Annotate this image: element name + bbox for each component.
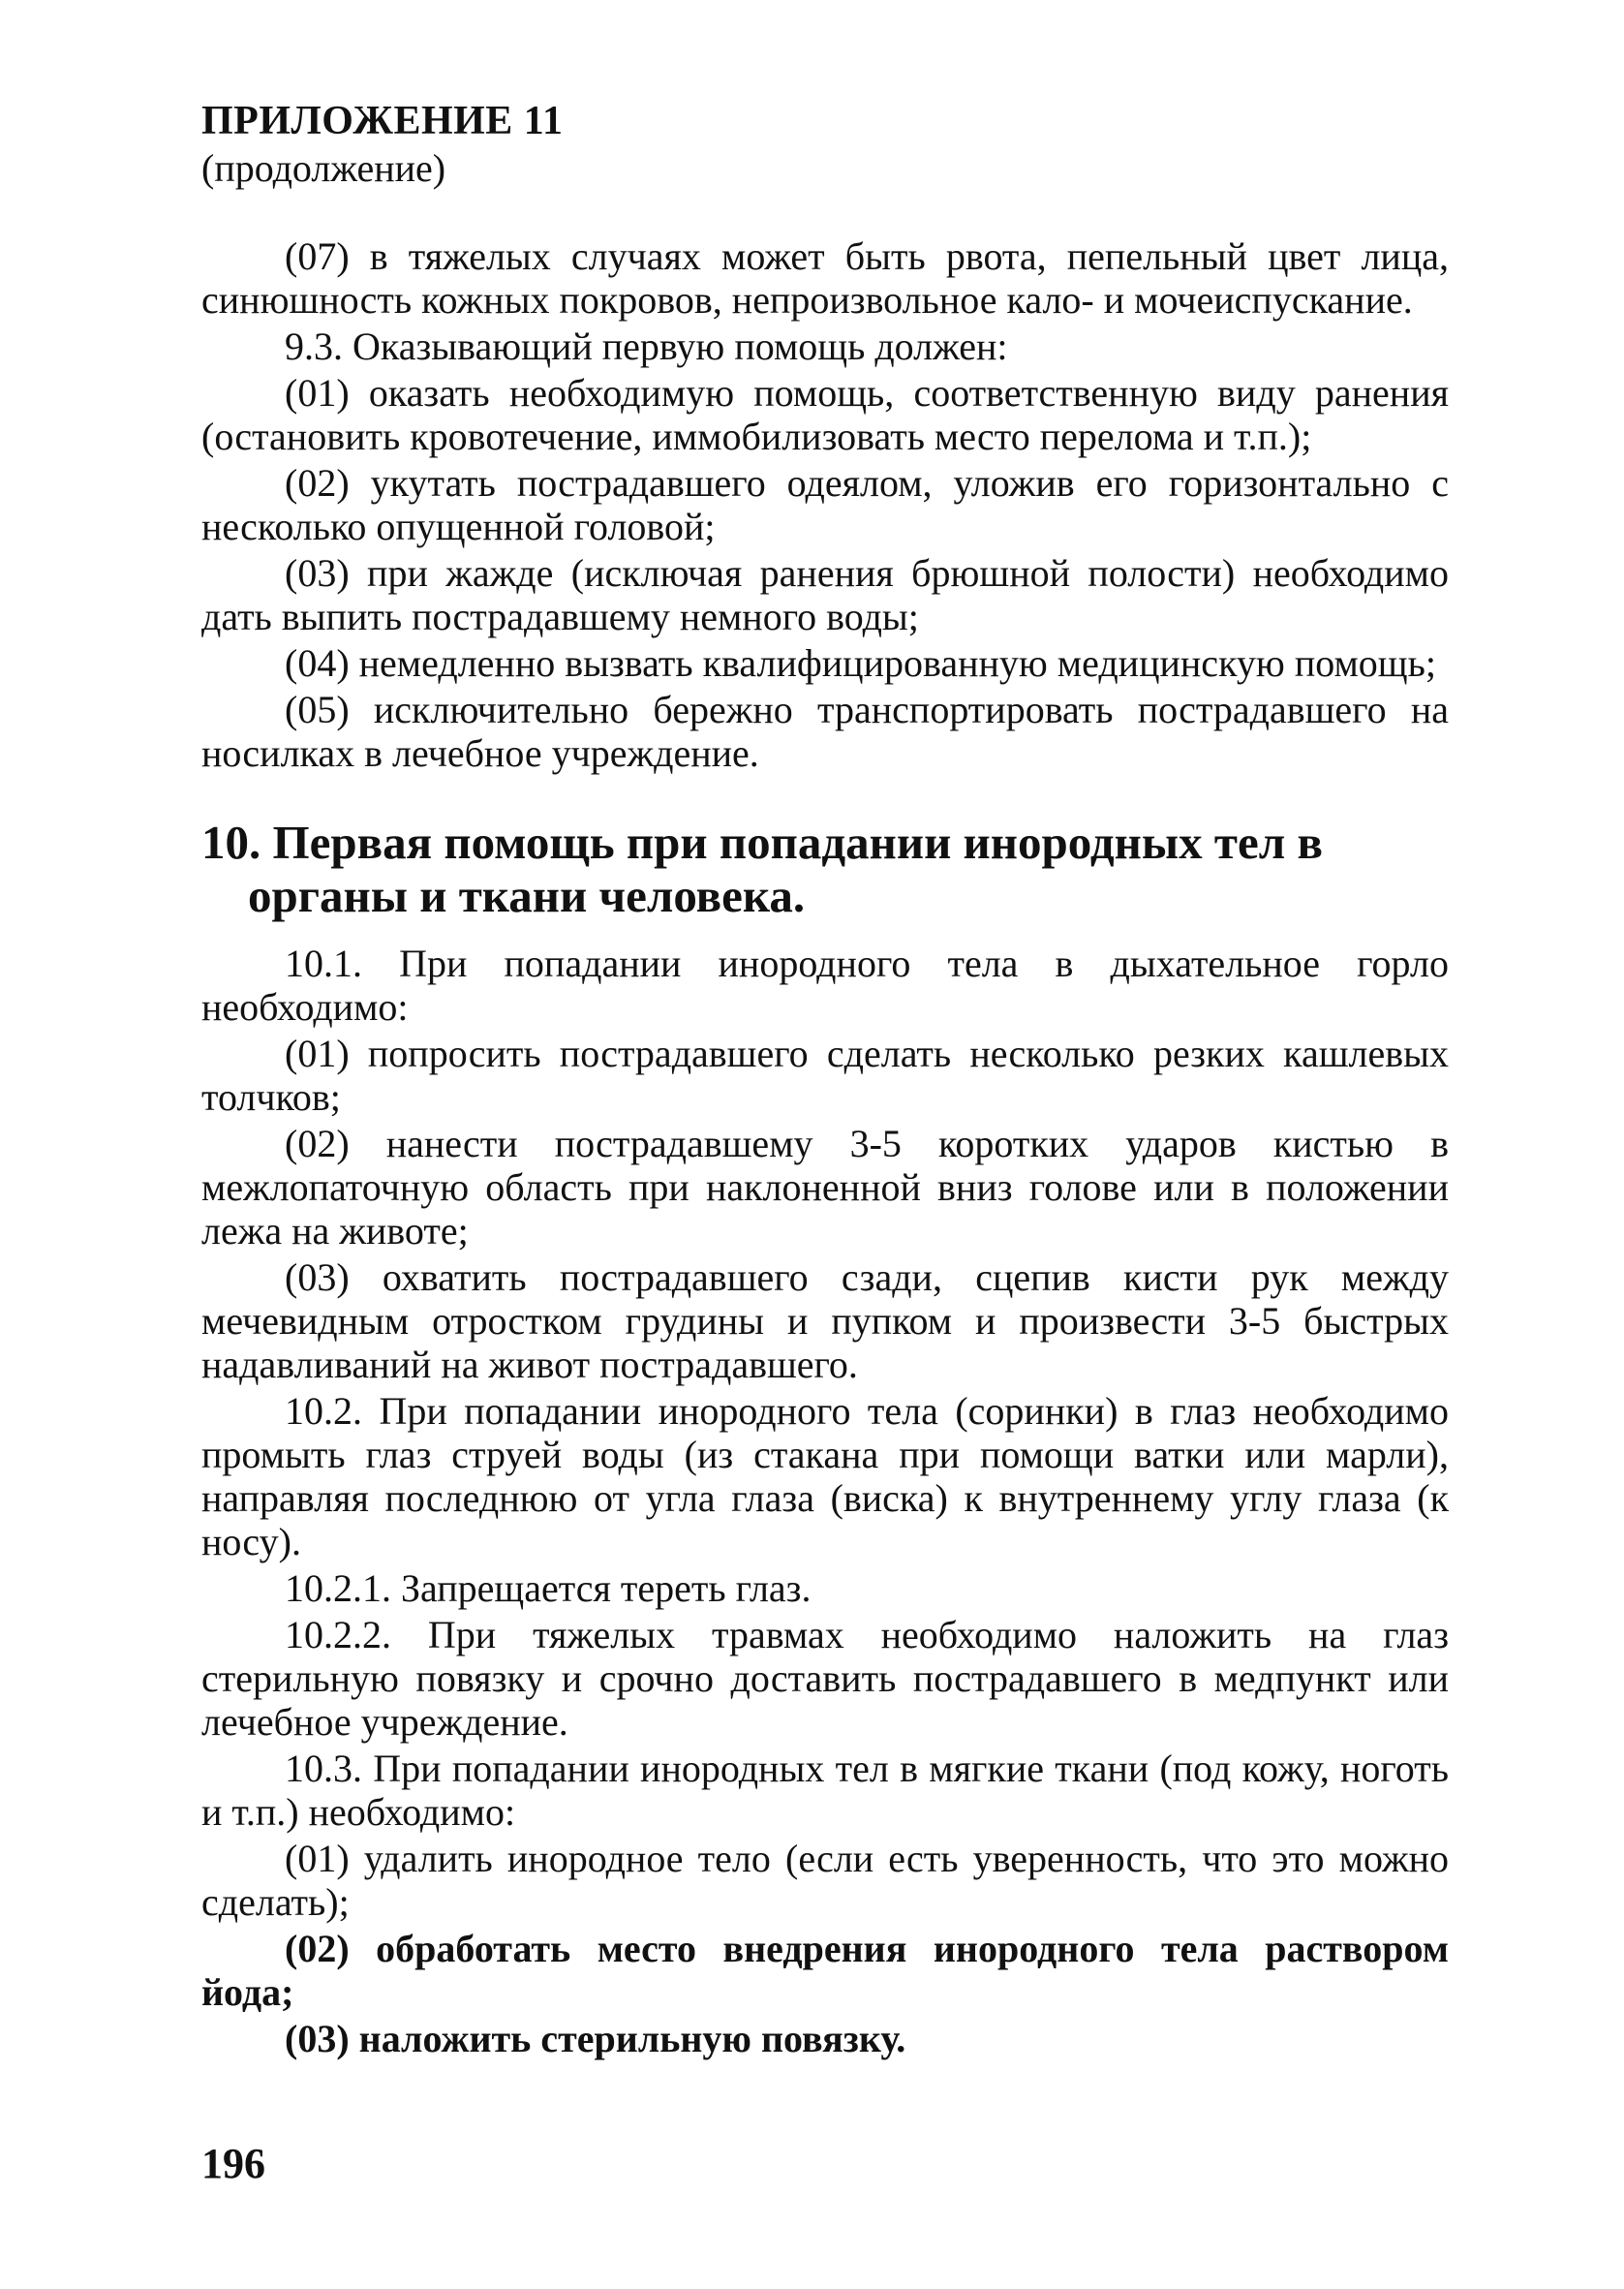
paragraph-10-3-01: (01) удалить инородное тело (если есть уверенность, что это можно сделать); bbox=[201, 1837, 1449, 1924]
page-number: 196 bbox=[201, 2140, 265, 2187]
appendix-subtitle: (продолжение) bbox=[201, 146, 446, 190]
document-body bbox=[201, 234, 1449, 2063]
paragraph-10-2-1: 10.2.1. Запрещается тереть глаз. bbox=[285, 1566, 812, 1610]
appendix-header bbox=[201, 97, 564, 192]
paragraph-10-1: 10.1. При попадании инородного тела в дыхательное горло необходимо: bbox=[201, 942, 1449, 1029]
paragraph-10-3-02: (02) обработать место внедрения инородного тела раствором йода; bbox=[201, 1927, 1449, 2014]
section-title-10: 10. Первая помощь при попадании инородных тел в органы и ткани человека. bbox=[201, 816, 1323, 922]
paragraph-10-2-2: 10.2.2. При тяжелых травмах необходимо наложить на глаз стерильную повязку и срочно доставить пострадавшего в медпункт или лечебное учреждение. bbox=[201, 1613, 1449, 1744]
paragraph-10-1-03: (03) охватить пострадавшего сзади, сцепив кисти рук между мечевидным отростком грудины и пупком и произвести 3-5 быстрых надавливаний на живот пострадавшего. bbox=[201, 1255, 1449, 1386]
paragraph-10-3: 10.3. При попадании инородных тел в мягкие ткани (под кожу, ноготь и т.п.) необходимо: bbox=[201, 1747, 1449, 1834]
paragraph-9-3: 9.3. Оказывающий первую помощь должен: bbox=[285, 325, 1008, 368]
paragraph-9-3-04: (04) немедленно вызвать квалифицированную медицинскую помощь; bbox=[285, 641, 1436, 685]
paragraph-10-2: 10.2. При попадании инородного тела (соринки) в глаз необходимо промыть глаз струей воды (из стакана при помощи ватки или марли), направляя последнюю от угла глаза (виска) к внутреннему углу глаза (к носу). bbox=[201, 1389, 1449, 1563]
paragraph-9-3-01: (01) оказать необходимую помощь, соответственную виду ранения (остановить кровотечение, иммобилизовать место перелома и т.п.); bbox=[201, 371, 1449, 458]
paragraph-10-3-03: (03) наложить стерильную повязку. bbox=[285, 2017, 906, 2060]
paragraph-10-1-01: (01) попросить пострадавшего сделать несколько резких кашлевых толчков; bbox=[201, 1032, 1449, 1119]
paragraph-9-3-05: (05) исключительно бережно транспортировать пострадавшего на носилках в лечебное учреждение. bbox=[201, 688, 1449, 775]
paragraph-07-symptoms: (07) в тяжелых случаях может быть рвота, пепельный цвет лица, синюшность кожных покровов, непроизвольное кало- и мочеиспускание. bbox=[201, 234, 1449, 322]
paragraph-9-3-02: (02) укутать пострадавшего одеялом, уложив его горизонтально с несколько опущенной головой; bbox=[201, 461, 1449, 548]
paragraph-10-1-02: (02) нанести пострадавшему 3-5 коротких ударов кистью в межлопаточную область при наклоненной вниз голове или в положении лежа на животе; bbox=[201, 1122, 1449, 1253]
appendix-title: ПРИЛОЖЕНИЕ 11 bbox=[201, 99, 564, 143]
paragraph-9-3-03: (03) при жажде (исключая ранения брюшной полости) необходимо дать выпить пострадавшему немного воды; bbox=[201, 551, 1449, 638]
